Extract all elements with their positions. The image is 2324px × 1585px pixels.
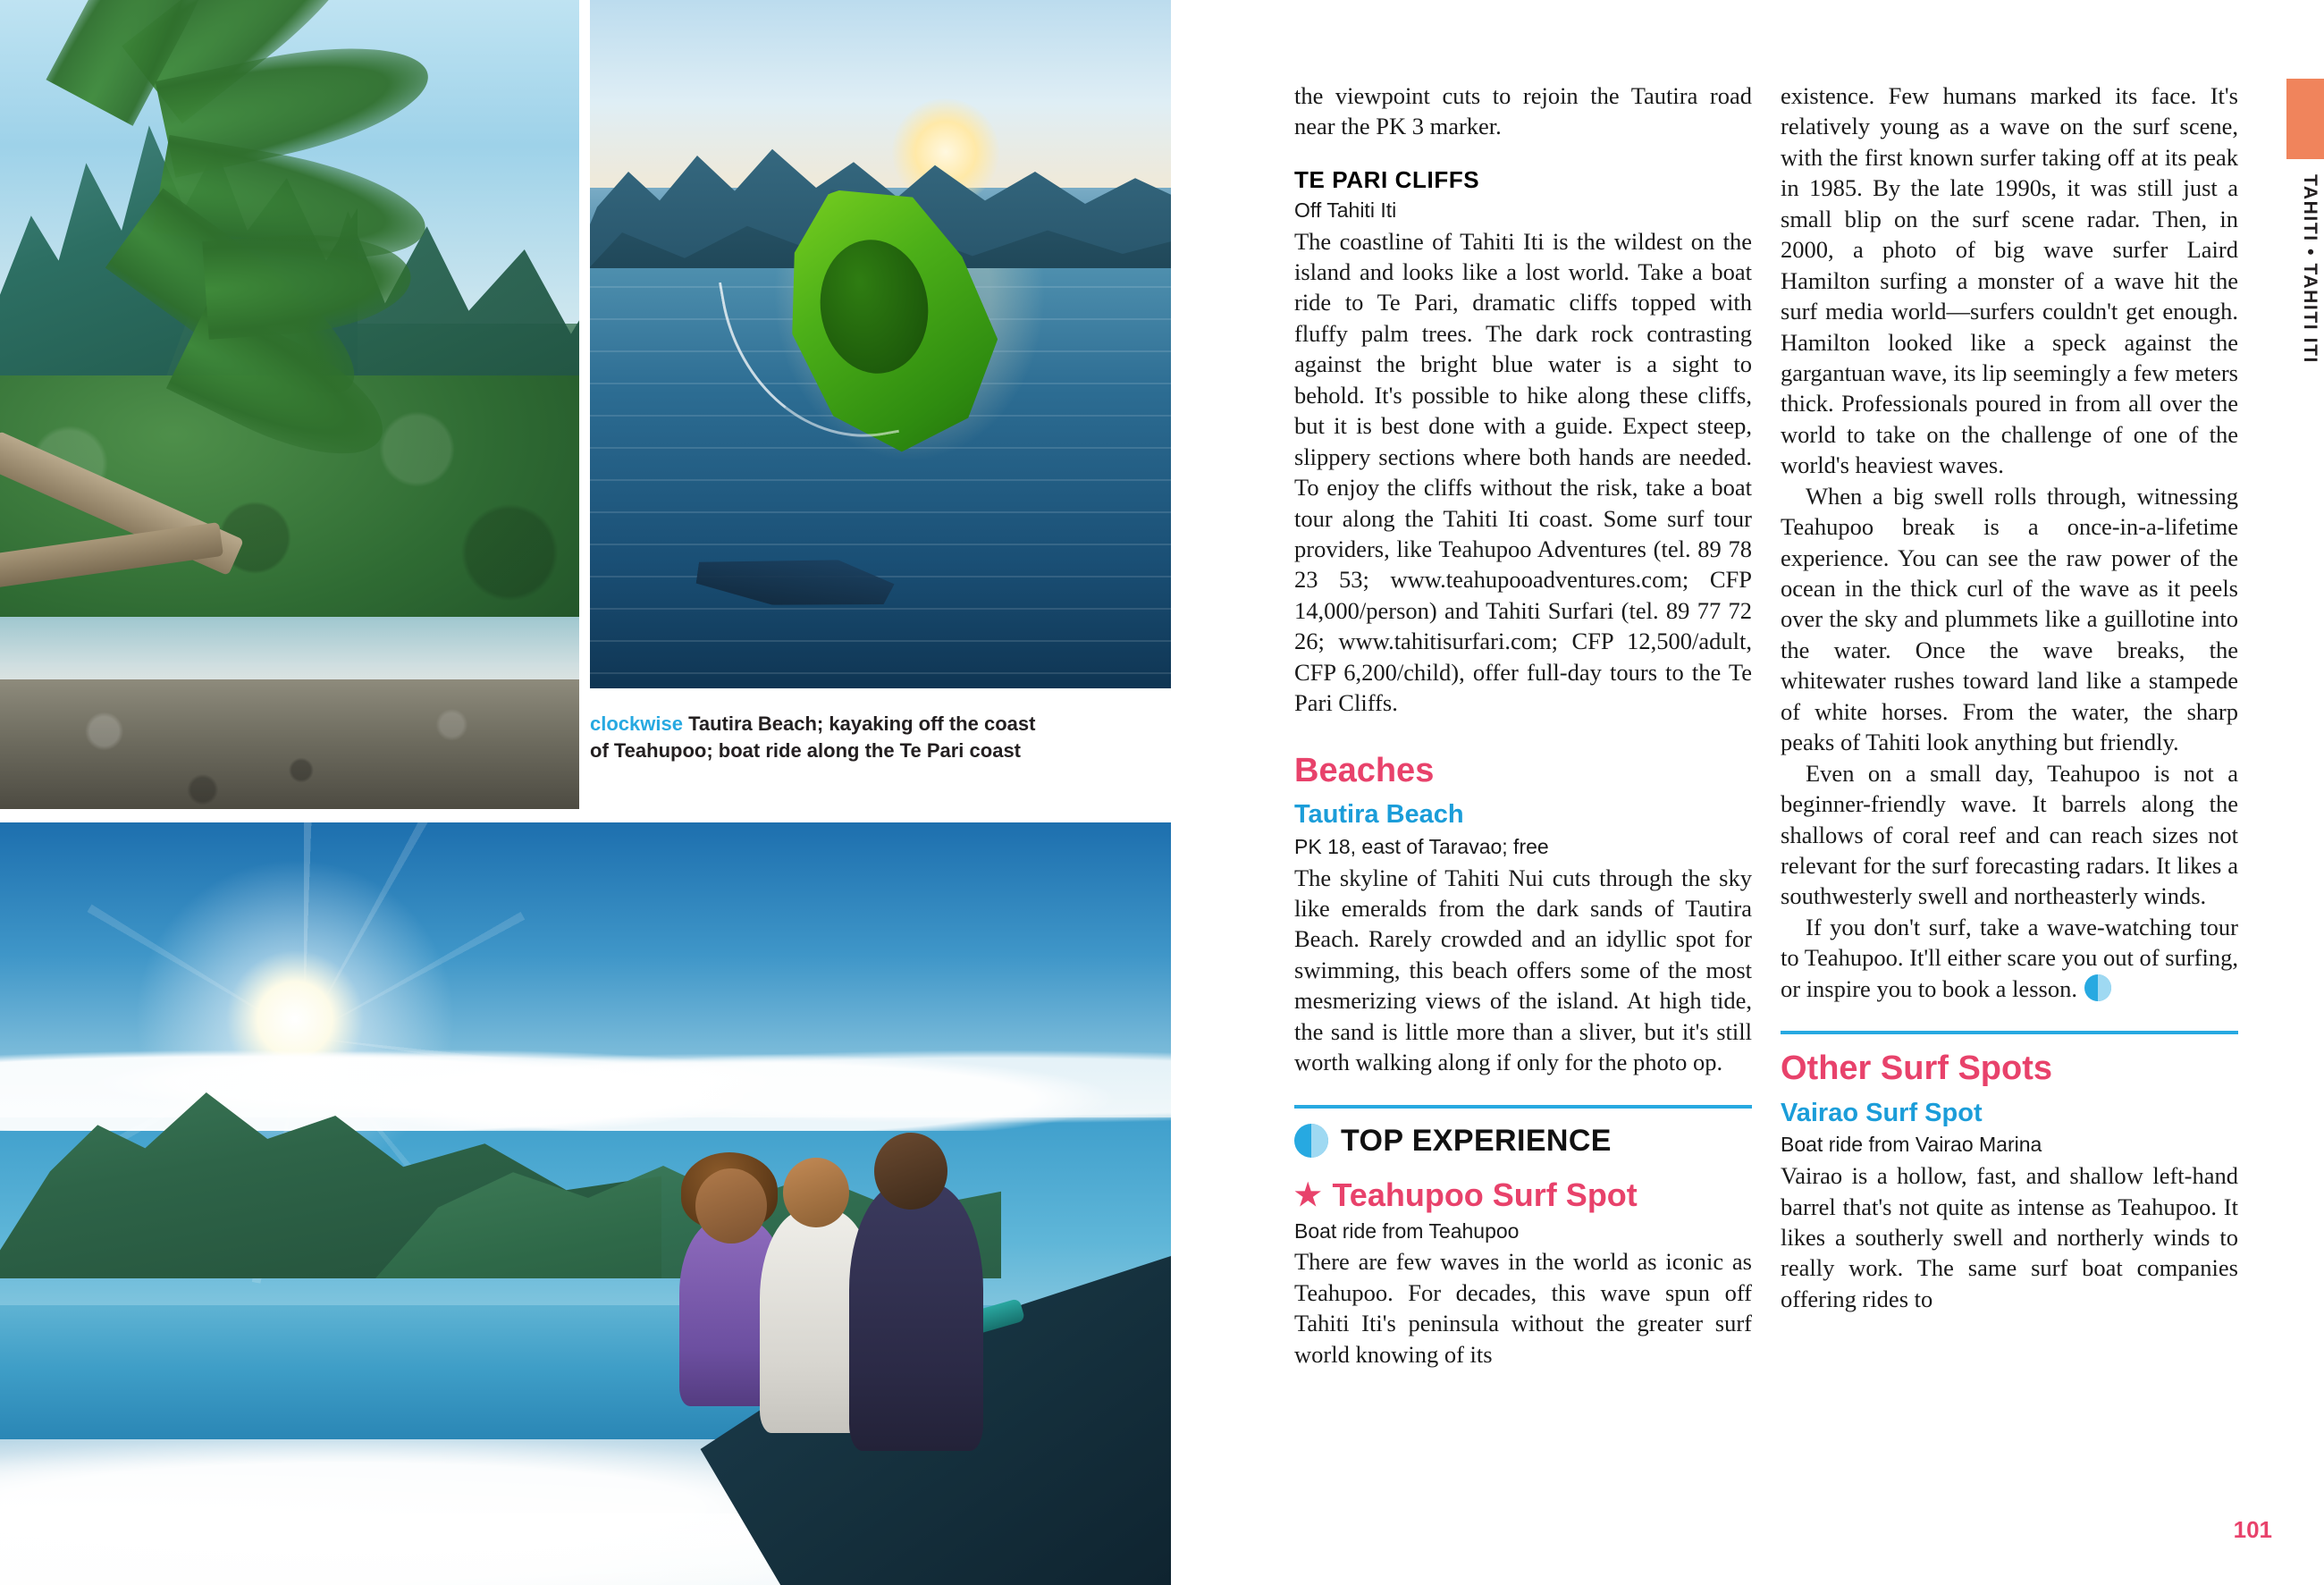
photo-sky: [590, 0, 1171, 188]
star-icon: ★: [1294, 1178, 1322, 1213]
page-number: 101: [2233, 1516, 2272, 1543]
boat-ride-te-pari-photo: [0, 822, 1171, 1585]
body-teahupoo-small-day: Even on a small day, Teahupoo is not a beginner-friendly wave. It barrels along the shallows of coral reef and can reach sizes not relevant for the surf forecasting radars. It likes a southwesterly swell and northeasterly winds.: [1781, 759, 2238, 910]
heading-tautira-beach: Tautira Beach: [1294, 799, 1464, 829]
continued-paragraph: the viewpoint cuts to rejoin the Tautira road near the PK 3 marker.: [1294, 82, 1752, 140]
text-column-left: [1294, 80, 1752, 1370]
body-te-pari-cliffs: The coastline of Tahiti Iti is the wildest on the island and looks like a lost world. Take a boat ride to Te Pari, dramatic cliffs topped with fluffy palm trees. The dark rock contrasting against the bright blue water is a sight to behold. It's possible to hike along these cliffs, but it is best done with a guide. Expect steep, slippery sections where both hands are needed. To enjoy the cliffs without the risk, take a boat tour along the Tahiti Iti coast. Some surf tour providers, like Teahupoo Adventures (tel. 89 78 23 53; www.teahupooadventures.com; CFP 14,000/person) and Tahiti Surfari (tel. 89 77 72 26; www.tahitisurfari.com; CFP 12,500/adult, CFP 6,200/child), offer full-day tours to the Te Pari Cliffs.: [1294, 227, 1752, 717]
body-vairao-surf-spot: Vairao is a hollow, fast, and shallow left-hand barrel that's not quite as intense as Teahupoo. It likes a southerly swell and northerly winds to really work. The same surf boat companies offering rides to: [1781, 1162, 2238, 1312]
body-teahupoo-continued: existence. Few humans marked its face. It's relatively young as a wave on the surf scene, with the first known surfer taking off at its peak in 1985. By the late 1990s, it was still just a small blip on the surf scene radar. Then, in 2000, a photo of big wave surfer Laird Hamilton surfing a monster of a wave hit the surf media world—surfers couldn't get enough. Hamilton looked like a speck against the gargantuan wave, its lip seemingly a few meters thick. Professionals poured in from all over the world to take on the challenge of one of the world's heaviest waves.: [1781, 82, 2238, 479]
chapter-tab-label: TAHITI • TAHITI ITI: [2300, 174, 2320, 364]
right-text-page: [1171, 0, 2324, 1585]
chapter-tab-swatch: [2286, 79, 2324, 159]
end-of-section-circle-icon: [2084, 974, 2111, 1001]
top-experience-banner: [1294, 1121, 1752, 1160]
photo-passenger: [849, 1183, 983, 1451]
body-teahupoo-wave-watching: [1781, 912, 2238, 1004]
palm-tree-tautira-beach-photo: [0, 0, 579, 809]
subhead-te-pari-location: Off Tahiti Iti: [1294, 198, 1397, 222]
body-tautira-beach: The skyline of Tahiti Nui cuts through the sky like emeralds from the dark sands of Tautira Beach. Rarely crowded and an idyllic spot for swimming, this beach offers some of the most mesmerizing views of the island. At high tide, the sand is little more than a sliver, but it's still worth walking along if only for the photo op.: [1294, 864, 1752, 1076]
kayak-teahupoo-photo: [590, 0, 1171, 688]
subhead-tautira-beach-info: PK 18, east of Taravao; free: [1294, 834, 1549, 858]
heading-vairao-surf-spot: Vairao Surf Spot: [1781, 1098, 1983, 1127]
top-experience-circle-icon: [1294, 1124, 1328, 1158]
photo-passenger-head: [695, 1168, 767, 1244]
wave-watching-text: If you don't surf, take a wave-watching tour to Teahupoo. It'll either scare you out of surfing, or inspire you to book a lesson.: [1781, 913, 2238, 1002]
caption-text: Tautira Beach; kayaking off the coast of Teahupoo; boat ride along the Te Pari coast: [590, 712, 1036, 762]
photo-passenger-head: [874, 1133, 947, 1210]
photo-clouds: [0, 1015, 1171, 1131]
subhead-teahupoo-access: Boat ride from Teahupoo: [1294, 1218, 1520, 1243]
top-experience-label: TOP EXPERIENCE: [1341, 1123, 1612, 1158]
heading-te-pari-cliffs: TE PARI CLIFFS: [1294, 165, 1480, 193]
body-teahupoo-swell: When a big swell rolls through, witnessing Teahupoo break is a once-in-a-lifetime experience. You can see the raw power of the ocean in the thick curl of the wave as it peels over the sky and plummets like a guillotine into the water. Once the wave breaks, the whitewater rushes toward land like a stampede of white horses. From the water, the sharp peaks of Tahiti look anything but friendly.: [1781, 482, 2238, 756]
heading-teahupoo-surf-spot: [1294, 1175, 1752, 1217]
other-surf-spots-divider: [1781, 1031, 2238, 1034]
photo-dark-sand: [0, 679, 579, 809]
caption-lead: clockwise: [590, 712, 683, 735]
body-teahupoo-intro: There are few waves in the world as iconic as Teahupoo. For decades, this wave spun off Tahiti Iti's peninsula without the greater surf world knowing of its: [1294, 1248, 1752, 1368]
heading-beaches: Beaches: [1294, 751, 1435, 789]
photo-passenger-head: [783, 1158, 849, 1227]
top-experience-divider: [1294, 1105, 1752, 1109]
teahupoo-title: Teahupoo Surf Spot: [1332, 1176, 1638, 1213]
photo-caption: [590, 711, 1055, 764]
subhead-vairao-access: Boat ride from Vairao Marina: [1781, 1133, 2042, 1157]
heading-other-surf-spots: Other Surf Spots: [1781, 1050, 2053, 1088]
text-column-right: [1781, 80, 2238, 1314]
